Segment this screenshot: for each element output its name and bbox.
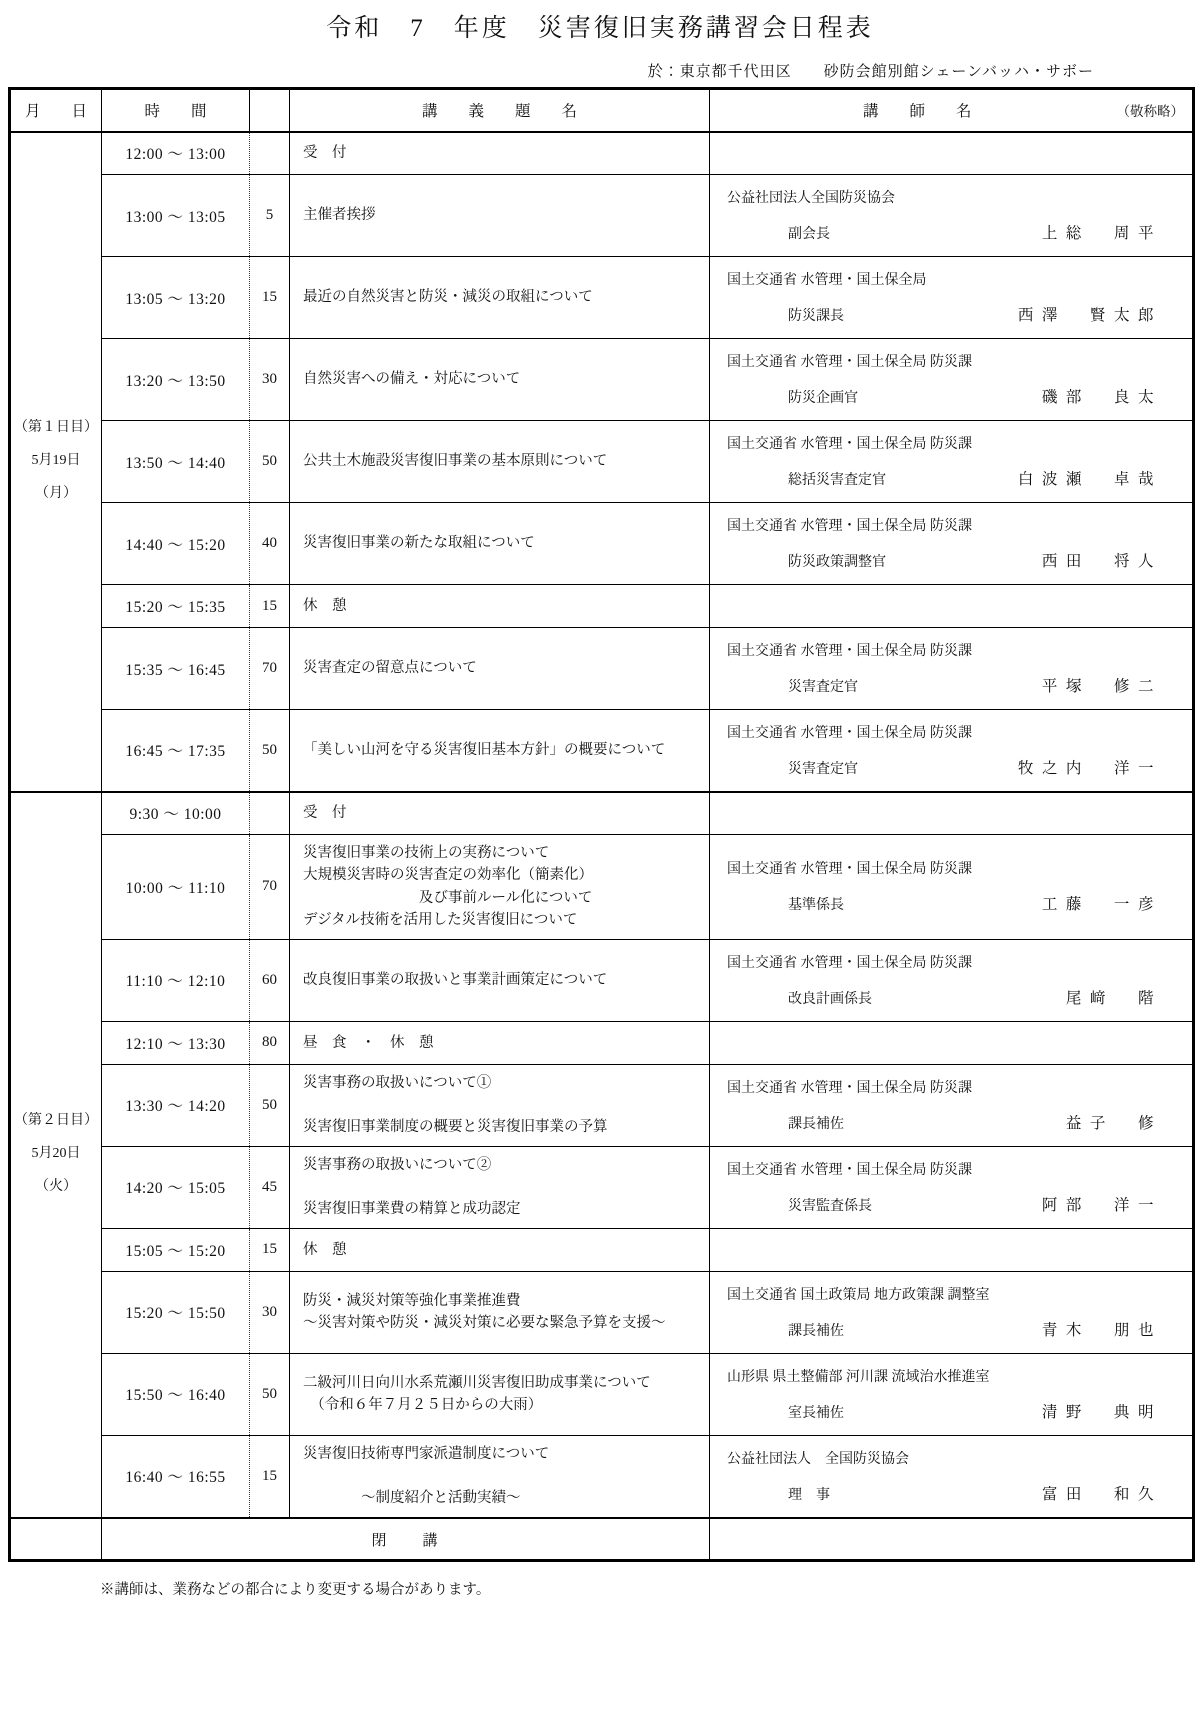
lecturer-position: 防災政策調整官 xyxy=(788,555,886,570)
lecturer-cell xyxy=(710,1435,1194,1517)
lecture-title-line: 大規模災害時の災害査定の効率化（簡素化） xyxy=(303,867,593,884)
schedule-table xyxy=(8,87,1195,1562)
schedule-body xyxy=(10,132,1194,1561)
lecturer-position: 災害査定官 xyxy=(788,761,858,777)
lecturer-position-name xyxy=(718,549,1184,571)
lecturer-position-name xyxy=(718,1400,1184,1422)
lecturer-position: 理 事 xyxy=(788,1487,830,1503)
lecture-title-cell xyxy=(290,1228,710,1271)
schedule-row xyxy=(10,792,1194,835)
header-lecturer-label: 講 師 名 xyxy=(862,103,972,121)
lecturer-cell xyxy=(710,421,1194,503)
lecture-title-cell xyxy=(290,1064,710,1146)
lecturer-name: 白波瀬 卓哉 xyxy=(1017,471,1162,488)
lecturer-name: 磯部 良太 xyxy=(1041,389,1162,406)
schedule-row xyxy=(10,421,1194,503)
schedule-row xyxy=(10,503,1194,585)
minutes-cell: 70 xyxy=(250,628,290,710)
lecturer-position-name xyxy=(718,221,1184,243)
lecturer-position: 災害監査係長 xyxy=(788,1198,872,1214)
time-cell: 10:00 ～ 11:10 xyxy=(102,835,250,940)
lecturer-name: 西田 将人 xyxy=(1041,553,1162,570)
lecturer-organization: 国土交通省 水管理・国土保全局 防災課 xyxy=(727,437,972,452)
schedule-row xyxy=(10,132,1194,175)
schedule-row xyxy=(10,939,1194,1021)
lecturer-organization: 国土交通省 水管理・国土保全局 防災課 xyxy=(727,725,972,741)
lecturer-cell xyxy=(710,710,1194,792)
lecturer-cell xyxy=(710,132,1194,175)
lecturer-position: 課長補佐 xyxy=(788,1116,844,1132)
closing-row xyxy=(10,1518,1194,1561)
time-cell: 13:20 ～ 13:50 xyxy=(102,339,250,421)
lecture-title-line: 主催者挨拶 xyxy=(303,207,376,224)
minutes-cell: 40 xyxy=(250,503,290,585)
lecture-title-line: （令和６年７月２５日からの大雨） xyxy=(303,1397,543,1414)
lecturer-organization: 国土交通省 水管理・国土保全局 防災課 xyxy=(727,862,972,878)
lecture-title-line: 休 憩 xyxy=(303,1241,347,1258)
lecturer-position: 室長補佐 xyxy=(788,1405,844,1421)
minutes-cell: 15 xyxy=(250,1435,290,1517)
lecture-title-line: 自然災害への備え・対応について xyxy=(303,371,521,388)
minutes-cell: 30 xyxy=(250,339,290,421)
schedule-row xyxy=(10,835,1194,940)
lecturer-position: 課長補佐 xyxy=(788,1323,844,1339)
lecturer-cell xyxy=(710,1271,1194,1353)
lecture-title-line: 受 付 xyxy=(303,145,347,162)
schedule-row xyxy=(10,1271,1194,1353)
schedule-row xyxy=(10,1064,1194,1146)
lecturer-name: 西澤 賢太郎 xyxy=(1017,307,1162,324)
lecturer-position-name xyxy=(718,1318,1184,1340)
lecture-title-line: 災害復旧事業の新たな取組について xyxy=(303,535,535,552)
venue-line: 於：東京都千代田区 砂防会館別館シェーンバッハ・サボー xyxy=(647,64,1094,80)
minutes-cell: 50 xyxy=(250,1353,290,1435)
lecturer-cell xyxy=(710,585,1194,628)
lecture-title-line: ～制度紹介と活動実績～ xyxy=(303,1490,521,1507)
day-label-line: 5月19日 xyxy=(31,453,81,469)
header-lecturer xyxy=(710,89,1194,132)
closing-day-cell xyxy=(10,1518,102,1561)
minutes-cell: 50 xyxy=(250,710,290,792)
time-cell: 14:20 ～ 15:05 xyxy=(102,1146,250,1228)
lecturer-organization: 山形県 県土整備部 河川課 流域治水推進室 xyxy=(727,1369,990,1385)
lecturer-position: 防災課長 xyxy=(788,309,844,324)
day-label-line: 5月20日 xyxy=(31,1146,81,1162)
lecturer-name: 牧之内 洋一 xyxy=(1017,759,1162,777)
time-cell: 15:20 ～ 15:50 xyxy=(102,1271,250,1353)
lecture-title-line: 災害復旧事業費の精算と成功認定 xyxy=(303,1201,521,1218)
time-cell: 14:40 ～ 15:20 xyxy=(102,503,250,585)
lecturer-name: 尾﨑 階 xyxy=(1065,989,1162,1007)
time-cell: 9:30 ～ 10:00 xyxy=(102,792,250,835)
lecturer-position: 防災企画官 xyxy=(788,391,858,406)
lecturer-cell xyxy=(710,1146,1194,1228)
closing-lecturer-cell xyxy=(710,1518,1194,1561)
lecturer-organization: 国土交通省 水管理・国土保全局 防災課 xyxy=(727,955,972,971)
lecturer-name: 工藤 一彦 xyxy=(1041,896,1162,914)
day-label-line: （第２日目） xyxy=(14,1113,98,1129)
lecturer-organization: 公益社団法人 全国防災協会 xyxy=(727,1451,909,1467)
line-gap xyxy=(303,1094,701,1116)
lecturer-cell xyxy=(710,175,1194,257)
time-cell: 12:00 ～ 13:00 xyxy=(102,132,250,175)
time-cell: 15:20 ～ 15:35 xyxy=(102,585,250,628)
time-cell: 16:40 ～ 16:55 xyxy=(102,1435,250,1517)
lecturer-organization: 国土交通省 国土政策局 地方政策課 調整室 xyxy=(727,1287,990,1303)
lecturer-name: 平塚 修二 xyxy=(1041,678,1162,695)
lecturer-position-name xyxy=(718,1482,1184,1504)
minutes-cell: 15 xyxy=(250,585,290,628)
lecture-title-line: 二級河川日向川水系荒瀬川災害復旧助成事業について xyxy=(303,1374,651,1391)
lecture-title-line: 防災・減災対策等強化事業推進費 xyxy=(303,1292,521,1309)
lecturer-cell xyxy=(710,1021,1194,1064)
lecturer-position-name xyxy=(718,1193,1184,1215)
page-title: 令和 7 年度 災害復旧実務講習会日程表 xyxy=(326,15,874,42)
lecturer-position-name xyxy=(718,467,1184,489)
schedule-row xyxy=(10,585,1194,628)
lecturer-position-name xyxy=(718,986,1184,1008)
lecturer-position-name xyxy=(718,892,1184,914)
lecture-title-cell xyxy=(290,585,710,628)
lecture-title-line: 最近の自然災害と防災・減災の取組について xyxy=(303,289,593,306)
lecture-title-cell xyxy=(290,835,710,940)
lecture-title-cell xyxy=(290,1021,710,1064)
lecturer-position: 基準係長 xyxy=(788,898,844,914)
lecturer-name: 清野 典明 xyxy=(1041,1403,1162,1421)
minutes-cell: 30 xyxy=(250,1271,290,1353)
minutes-cell xyxy=(250,132,290,175)
header-date: 月 日 xyxy=(10,89,102,132)
lecturer-position-name xyxy=(718,756,1184,778)
lecture-title-line: 災害復旧技術専門家派遣制度について xyxy=(303,1445,550,1462)
time-cell: 15:35 ～ 16:45 xyxy=(102,628,250,710)
lecture-title-line: 災害事務の取扱いについて② xyxy=(303,1156,492,1173)
lecture-title-line: ～災害対策や防災・減災対策に必要な緊急予算を支援～ xyxy=(303,1315,666,1332)
line-gap xyxy=(303,1465,701,1487)
lecture-title-cell xyxy=(290,628,710,710)
lecturer-name: 益子 修 xyxy=(1065,1114,1162,1132)
lecturer-organization: 国土交通省 水管理・国土保全局 防災課 xyxy=(727,1080,972,1096)
day-label-cell xyxy=(10,132,102,792)
lecturer-position: 災害査定官 xyxy=(788,680,858,695)
lecturer-position: 副会長 xyxy=(788,227,830,242)
minutes-cell xyxy=(250,792,290,835)
lecture-title-line: 災害事務の取扱いについて① xyxy=(303,1074,492,1091)
lecturer-cell xyxy=(710,257,1194,339)
time-cell: 13:30 ～ 14:20 xyxy=(102,1064,250,1146)
lecturer-organization: 国土交通省 水管理・国土保全局 xyxy=(727,273,927,288)
schedule-row xyxy=(10,1146,1194,1228)
lecture-title-line: デジタル技術を活用した災害復旧について xyxy=(303,912,578,929)
lecturer-position: 改良計画係長 xyxy=(788,991,872,1007)
lecturer-cell xyxy=(710,792,1194,835)
lecturer-cell xyxy=(710,1228,1194,1271)
lecturer-name: 阿部 洋一 xyxy=(1041,1196,1162,1214)
lecturer-cell xyxy=(710,503,1194,585)
schedule-row xyxy=(10,339,1194,421)
header-minutes xyxy=(250,89,290,132)
day-label-line: （第１日目） xyxy=(14,420,98,436)
schedule-row xyxy=(10,1228,1194,1271)
header-row xyxy=(10,89,1194,132)
minutes-cell: 50 xyxy=(250,421,290,503)
line-gap xyxy=(303,1176,701,1198)
header-time: 時 間 xyxy=(102,89,250,132)
time-cell: 13:00 ～ 13:05 xyxy=(102,175,250,257)
day-label-cell xyxy=(10,792,102,1518)
lecturer-position-name xyxy=(718,303,1184,325)
lecture-title-line: 昼 食 ・ 休 憩 xyxy=(303,1034,434,1051)
lecturer-name: 富田 和久 xyxy=(1041,1485,1162,1503)
schedule-row xyxy=(10,257,1194,339)
time-cell: 15:05 ～ 15:20 xyxy=(102,1228,250,1271)
lecture-title-cell xyxy=(290,132,710,175)
lecturer-position-name xyxy=(718,1111,1184,1133)
schedule-row xyxy=(10,1353,1194,1435)
lecturer-cell xyxy=(710,1353,1194,1435)
lecture-title-cell xyxy=(290,503,710,585)
schedule-row xyxy=(10,1021,1194,1064)
lecture-title-cell xyxy=(290,1146,710,1228)
minutes-cell: 5 xyxy=(250,175,290,257)
lecturer-organization: 公益社団法人全国防災協会 xyxy=(727,191,895,206)
lecture-title-cell xyxy=(290,175,710,257)
time-cell: 13:05 ～ 13:20 xyxy=(102,257,250,339)
lecturer-name: 青木 朋也 xyxy=(1041,1321,1162,1339)
time-cell: 12:10 ～ 13:30 xyxy=(102,1021,250,1064)
day-label-line: （火） xyxy=(35,1179,77,1195)
lecturer-cell xyxy=(710,1064,1194,1146)
time-cell: 16:45 ～ 17:35 xyxy=(102,710,250,792)
lecture-title-line: 及び事前ルール化について xyxy=(303,889,593,906)
minutes-cell: 80 xyxy=(250,1021,290,1064)
schedule-row xyxy=(10,1435,1194,1517)
lecturer-organization: 国土交通省 水管理・国土保全局 防災課 xyxy=(727,355,972,370)
lecturer-position-name xyxy=(718,674,1184,696)
lecturer-cell xyxy=(710,628,1194,710)
lecturer-organization: 国土交通省 水管理・国土保全局 防災課 xyxy=(727,644,972,659)
day-label-line: （月） xyxy=(35,485,77,501)
time-cell: 15:50 ～ 16:40 xyxy=(102,1353,250,1435)
minutes-cell: 15 xyxy=(250,257,290,339)
lecture-title-line: 災害復旧事業制度の概要と災害復旧事業の予算 xyxy=(303,1119,608,1136)
lecture-title-cell xyxy=(290,1353,710,1435)
lecture-title-cell xyxy=(290,792,710,835)
lecture-title-cell xyxy=(290,257,710,339)
minutes-cell: 60 xyxy=(250,939,290,1021)
time-cell: 13:50 ～ 14:40 xyxy=(102,421,250,503)
schedule-row xyxy=(10,710,1194,792)
lecture-title-line: 受 付 xyxy=(303,805,347,822)
lecture-title-line: 休 憩 xyxy=(303,597,347,614)
minutes-cell: 15 xyxy=(250,1228,290,1271)
footnote: ※講師は、業務などの都合により変更する場合があります。 xyxy=(100,1582,491,1599)
lecturer-name: 上総 周平 xyxy=(1041,225,1162,242)
lecture-title-cell xyxy=(290,339,710,421)
schedule-row xyxy=(10,628,1194,710)
lecture-title-line: 災害復旧事業の技術上の実務について xyxy=(303,845,550,861)
lecturer-position-name xyxy=(718,385,1184,407)
lecture-title-cell xyxy=(290,1435,710,1517)
lecturer-cell xyxy=(710,339,1194,421)
schedule-row xyxy=(10,175,1194,257)
lecturer-organization: 国土交通省 水管理・国土保全局 防災課 xyxy=(727,1162,972,1178)
header-honorific: （敬称略） xyxy=(1116,104,1184,120)
lecture-title-cell xyxy=(290,1271,710,1353)
lecture-title-line: 「美しい山河を守る災害復旧基本方針」の概要について xyxy=(303,742,666,759)
lecture-title-cell xyxy=(290,710,710,792)
lecture-title-line: 改良復旧事業の取扱いと事業計画策定について xyxy=(303,972,608,989)
lecturer-cell xyxy=(710,835,1194,940)
time-cell: 11:10 ～ 12:10 xyxy=(102,939,250,1021)
lecture-title-cell xyxy=(290,939,710,1021)
lecturer-position: 総括災害査定官 xyxy=(788,473,886,488)
minutes-cell: 70 xyxy=(250,835,290,940)
minutes-cell: 45 xyxy=(250,1146,290,1228)
header-lecture-title: 講 義 題 名 xyxy=(290,89,710,132)
lecture-title-cell xyxy=(290,421,710,503)
minutes-cell: 50 xyxy=(250,1064,290,1146)
lecturer-cell xyxy=(710,939,1194,1021)
lecturer-organization: 国土交通省 水管理・国土保全局 防災課 xyxy=(727,519,972,534)
closing-label-cell: 閉 講 xyxy=(102,1518,710,1561)
lecture-title-line: 公共土木施設災害復旧事業の基本原則について xyxy=(303,453,608,470)
lecture-title-line: 災害査定の留意点について xyxy=(303,660,477,677)
